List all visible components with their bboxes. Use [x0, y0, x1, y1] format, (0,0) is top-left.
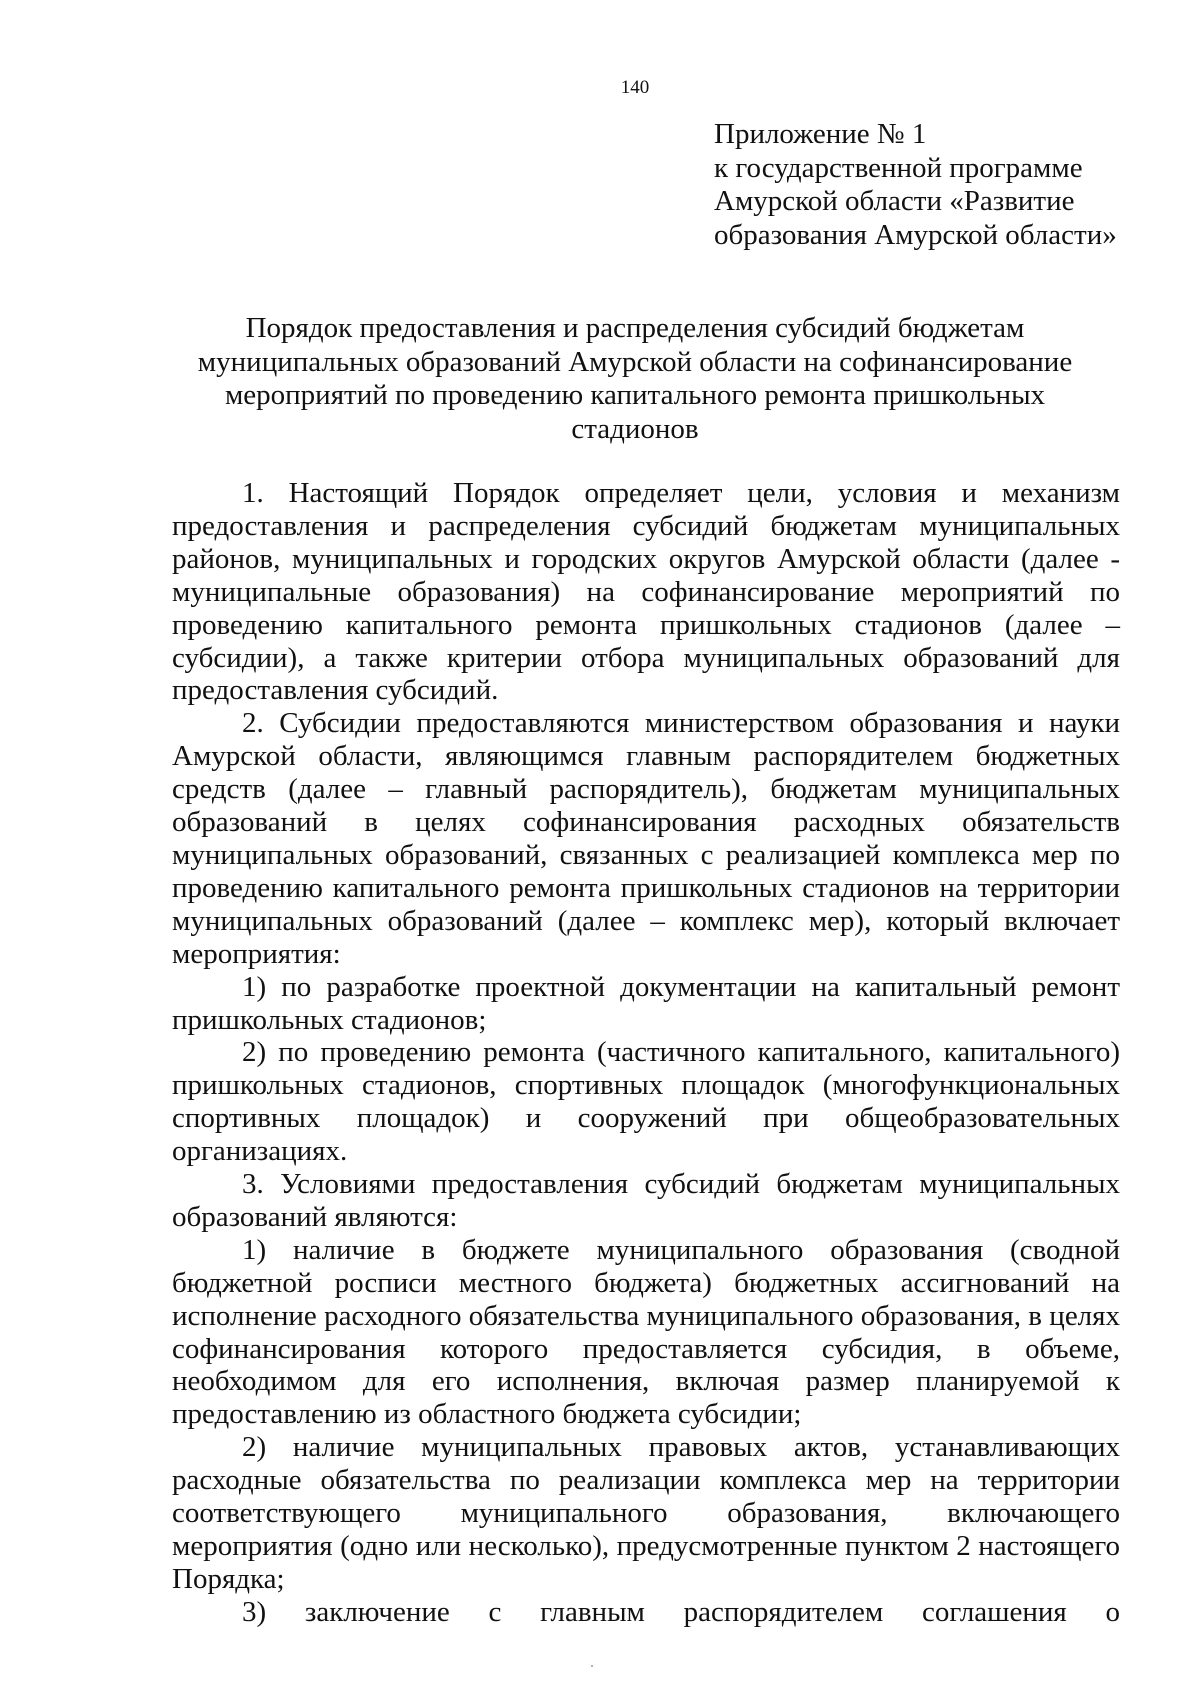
document-title [150, 312, 1120, 446]
document-body [172, 477, 1120, 1629]
title-line: муниципальных образований Амурской области на софинансирование [197, 345, 1073, 378]
paragraph-3: 3. Условиями предоставления субсидий бюджетам муниципальных образований являются: [172, 1168, 1120, 1233]
paragraph-3-item-3: 3) заключение с главным распорядителем соглашения о [242, 1595, 1120, 1628]
paragraph-3-item-2: 2) наличие муниципальных правовых актов, устанавливающих расходные обязательства по реализации комплекса мер на территории соответствующего муниципального образования, включающего мероприятия (одно или несколько), предусмотренные пунктом 2 настоящего Порядка; [172, 1431, 1120, 1595]
appendix-line: образования Амурской области» [714, 218, 1117, 251]
title-line: стадионов [571, 412, 699, 445]
paragraph-1: 1. Настоящий Порядок определяет цели, условия и механизм предоставления и распределения субсидий бюджетам муниципальных районов, муниципальных и городских округов Амурской области (далее - муниципальные образования) на софинансирование мероприятий по проведению капитального ремонта пришкольных стадионов (далее – субсидии), а также критерии отбора муниципальных образований для предоставления субсидий. [172, 477, 1120, 707]
appendix-line: к государственной программе [714, 151, 1083, 184]
appendix-line: Амурской области «Развитие [714, 185, 1075, 217]
scan-artifact [591, 1665, 593, 1667]
paragraph-2: 2. Субсидии предоставляются министерством образования и науки Амурской области, являющимся главным распорядителем бюджетных средств (далее – главный распорядитель), бюджетам муниципальных образований в целях софинансирования расходных обязательств муниципальных образований, связанных с реализацией комплекса мер по проведению капитального ремонта пришкольных стадионов на территории муниципальных образований (далее – комплекс мер), который включает мероприятия: [172, 707, 1120, 970]
paragraph-2-item-2: 2) по проведению ремонта (частичного капитального, капитального) пришкольных стадионов, спортивных площадок (многофункциональных спортивных площадок) и сооружений при общеобразовательных организациях. [172, 1036, 1120, 1168]
paragraph-2-item-1: 1) по разработке проектной документации на капитальный ремонт пришкольных стадионов; [172, 970, 1120, 1036]
appendix-header [714, 118, 1174, 252]
page-number: 140 [620, 77, 650, 98]
title-line: Порядок предоставления и распределения субсидий бюджетам [245, 312, 1025, 344]
title-line: мероприятий по проведению капитального ремонта пришкольных [224, 379, 1046, 411]
appendix-line: Приложение № 1 [714, 118, 927, 150]
paragraph-3-item-1: 1) наличие в бюджете муниципального образования (сводной бюджетной росписи местного бюджета) бюджетных ассигнований на исполнение расходного обязательства муниципального образования, в целях софинансирования которого предоставляется субсидия, в объеме, необходимом для его исполнения, включая размер планируемой к предоставлению из областного бюджета субсидии; [172, 1233, 1120, 1431]
